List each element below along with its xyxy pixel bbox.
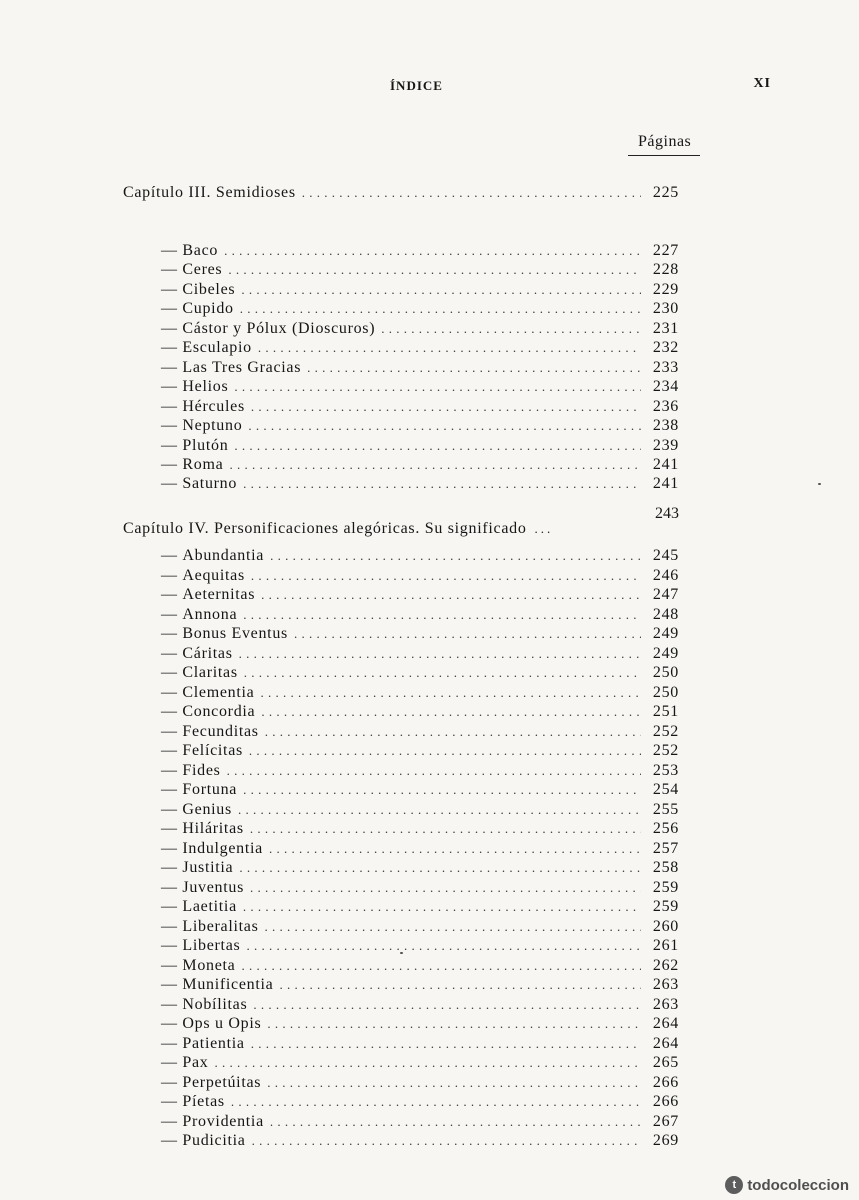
leader-dots	[269, 841, 641, 857]
toc-entry-label: — Pax	[161, 1054, 215, 1072]
toc-entry-label: — Plutón	[161, 437, 234, 455]
toc-entry-label: — Ops u Opis	[161, 1015, 267, 1033]
leader-dots	[261, 704, 641, 720]
leader-dots	[258, 340, 641, 356]
toc-entry-label: — Perpetúitas	[161, 1074, 267, 1092]
leader-dots	[240, 301, 641, 317]
toc-entry	[161, 1113, 679, 1131]
toc-entry	[161, 1015, 679, 1033]
leader-dots	[215, 1055, 641, 1071]
toc-entry-page: 261	[652, 937, 679, 954]
toc-entry-label: — Fecunditas	[161, 723, 265, 741]
toc-entry-label: — Cáritas	[161, 645, 239, 663]
toc-entry-page: 229	[652, 280, 679, 298]
toc-entry-page: 245	[652, 547, 679, 564]
leader-dots	[239, 646, 641, 662]
toc-entry	[161, 437, 679, 455]
toc-entry-label: — Claritas	[161, 664, 244, 682]
toc-entry-page: 260	[652, 917, 679, 935]
toc-entry	[161, 339, 679, 357]
toc-entry	[161, 625, 679, 643]
leader-dots	[249, 743, 641, 759]
leader-dots	[307, 360, 641, 376]
toc-entry-page: 265	[652, 1054, 679, 1071]
toc-entry-label: — Laetitia	[161, 898, 243, 916]
leader-dots	[302, 185, 641, 201]
heading-underline	[628, 155, 700, 156]
toc-entry-label: — Ceres	[161, 261, 228, 279]
toc-entry	[161, 840, 679, 858]
leader-dots	[261, 587, 641, 603]
toc-entry-page: 233	[652, 358, 679, 376]
toc-entry-label: — Juventus	[161, 879, 250, 897]
toc-entry-label: — Felícitas	[161, 742, 249, 760]
toc-entry-label: — Roma	[161, 456, 229, 474]
toc-entry-page: 250	[652, 683, 679, 701]
toc-entry-page: 269	[652, 1132, 679, 1149]
toc-entry-page: 241	[652, 455, 679, 473]
leader-dots	[243, 607, 641, 623]
toc-entry	[161, 320, 679, 338]
toc-entry-page: 230	[652, 300, 679, 318]
toc-entry-label: — Saturno	[161, 475, 243, 493]
scan-speck	[818, 483, 821, 485]
toc-entry-page: 246	[652, 566, 679, 584]
toc-entry	[161, 801, 679, 819]
toc-entry-page: 249	[652, 625, 679, 642]
toc-entry-page: 264	[652, 1034, 679, 1052]
leader-dots	[267, 1016, 641, 1032]
leader-dots	[250, 821, 641, 837]
toc-entry	[161, 417, 679, 435]
toc-entry-label: — Las Tres Gracias	[161, 359, 307, 377]
toc-entry-page: 263	[652, 976, 679, 993]
chapter-iv-page: 243	[655, 505, 679, 522]
show-through-text	[110, 400, 115, 420]
toc-entry-label: — Bonus Eventus	[161, 625, 294, 643]
toc-entry-label: — Indulgentia	[161, 840, 269, 858]
toc-entry-page: 234	[652, 378, 679, 396]
toc-entry	[161, 781, 679, 799]
toc-entry	[161, 1132, 679, 1150]
toc-entry	[161, 567, 679, 585]
toc-entry-page: 255	[652, 800, 679, 818]
toc-entry-label: — Cupido	[161, 300, 240, 318]
toc-entry-label: — Genius	[161, 801, 238, 819]
leader-dots	[229, 457, 641, 473]
toc-entry-label: — Abundantia	[161, 547, 270, 565]
toc-entry	[161, 996, 679, 1014]
running-title: ÍNDICE	[390, 78, 443, 93]
leader-dots	[241, 282, 641, 298]
toc-entry	[161, 359, 679, 377]
toc-entry	[161, 475, 679, 493]
chapter-iv-trail: ...	[534, 521, 554, 536]
toc-entry	[161, 547, 679, 565]
toc-entry	[161, 937, 679, 955]
toc-entry-label: — Libertas	[161, 937, 246, 955]
pages-column-heading: Páginas	[638, 133, 692, 150]
toc-entry-page: 250	[652, 664, 679, 681]
toc-entry-page: 266	[652, 1073, 679, 1091]
toc-entry	[161, 261, 679, 279]
toc-entry-label: — Moneta	[161, 957, 241, 975]
toc-entry-label: — Fides	[161, 762, 227, 780]
toc-entry-label: — Helios	[161, 378, 234, 396]
toc-entry	[161, 684, 679, 702]
leader-dots	[265, 919, 641, 935]
toc-entry	[161, 898, 679, 916]
chapter-iii-entry	[123, 184, 679, 202]
toc-entry	[161, 1054, 679, 1072]
leader-dots	[279, 977, 641, 993]
toc-entry-page: 252	[652, 742, 679, 759]
toc-entry	[161, 703, 679, 721]
toc-entry-page: 252	[652, 722, 679, 740]
toc-entry-label: — Patientia	[161, 1035, 251, 1053]
toc-entry-page: 251	[652, 703, 679, 720]
toc-entry-label: — Clementia	[161, 684, 260, 702]
leader-dots	[251, 568, 641, 584]
leader-dots	[267, 1075, 641, 1091]
toc-entry	[161, 586, 679, 604]
leader-dots	[224, 243, 641, 259]
chapter-iii-title: Capítulo III. Semidioses	[123, 184, 296, 201]
leader-dots	[246, 938, 641, 954]
toc-entry-page: 259	[652, 878, 679, 896]
leader-dots	[265, 724, 641, 740]
leader-dots	[234, 438, 641, 454]
toc-entry-page: 254	[652, 781, 679, 798]
toc-entry-page: 256	[652, 820, 679, 837]
toc-entry	[161, 742, 679, 760]
toc-entry-page: 249	[652, 644, 679, 662]
leader-dots	[243, 782, 641, 798]
toc-entry	[161, 879, 679, 897]
leader-dots	[243, 476, 641, 492]
scan-speck	[400, 952, 403, 954]
toc-entry	[161, 606, 679, 624]
leader-dots	[241, 958, 641, 974]
toc-entry-page: 262	[652, 956, 679, 974]
toc-entry	[161, 859, 679, 877]
chapter-iii-page: 225	[652, 184, 679, 201]
toc-entry-label: — Aequitas	[161, 567, 251, 585]
toc-entry	[161, 300, 679, 318]
watermark	[725, 1176, 849, 1194]
toc-entry-label: — Hércules	[161, 398, 251, 416]
toc-entry-page: 231	[652, 319, 679, 337]
toc-entry-label: — Cibeles	[161, 281, 241, 299]
leader-dots	[381, 321, 641, 337]
leader-dots	[239, 860, 641, 876]
toc-entry-page: 238	[652, 417, 679, 435]
toc-entry-label: — Justitia	[161, 859, 239, 877]
toc-entry-page: 258	[652, 859, 679, 876]
leader-dots	[270, 1114, 641, 1130]
toc-entry-page: 247	[652, 586, 679, 603]
toc-entry	[161, 378, 679, 396]
toc-entry	[161, 918, 679, 936]
leader-dots	[251, 399, 641, 415]
watermark-logo-icon: t	[725, 1176, 743, 1194]
toc-entry	[161, 957, 679, 975]
toc-entry	[161, 1093, 679, 1111]
toc-entry-label: — Neptuno	[161, 417, 248, 435]
toc-entry	[161, 762, 679, 780]
toc-entry-label: — Concordia	[161, 703, 261, 721]
toc-entry-label: — Cástor y Pólux (Dioscuros)	[161, 320, 381, 338]
toc-entry-label: — Munificentia	[161, 976, 279, 994]
leader-dots	[252, 1133, 641, 1149]
leader-dots	[270, 548, 641, 564]
toc-entry-label: — Píetas	[161, 1093, 231, 1111]
toc-entry	[161, 456, 679, 474]
toc-entry-label: — Esculapio	[161, 339, 258, 357]
toc-entry	[161, 1074, 679, 1092]
toc-entry-label: — Providentia	[161, 1113, 270, 1131]
toc-entry	[161, 976, 679, 994]
toc-entry-page: 267	[652, 1112, 679, 1130]
chapter-iv-title: Capítulo IV. Personificaciones alegóricas. Su significado	[123, 520, 527, 537]
toc-entry-label: — Hiláritas	[161, 820, 250, 838]
toc-entry-label: — Pudicitia	[161, 1132, 252, 1150]
toc-entry-page: 259	[652, 898, 679, 915]
toc-entry-page: 264	[652, 1015, 679, 1032]
leader-dots	[231, 1094, 641, 1110]
leader-dots	[227, 763, 641, 779]
leader-dots	[234, 379, 641, 395]
toc-entry-label: — Nobílitas	[161, 996, 253, 1014]
toc-entry-page: 263	[652, 995, 679, 1013]
watermark-text: todocoleccion	[747, 1176, 849, 1194]
toc-entry-page: 236	[652, 397, 679, 415]
chapter-iv-entry	[123, 520, 553, 538]
toc-entry-page: 239	[652, 436, 679, 454]
toc-entry	[161, 281, 679, 299]
toc-entry-page: 257	[652, 839, 679, 857]
page-number: XI	[753, 76, 771, 91]
leader-dots	[294, 626, 641, 642]
leader-dots	[253, 997, 641, 1013]
toc-entry	[161, 645, 679, 663]
leader-dots	[243, 899, 641, 915]
toc-entry	[161, 820, 679, 838]
toc-entry-page: 241	[652, 475, 679, 493]
toc-entry-label: — Liberalitas	[161, 918, 265, 936]
leader-dots	[244, 665, 641, 681]
toc-entry-page: 227	[652, 242, 679, 259]
toc-entry-page: 232	[652, 339, 679, 357]
toc-entry-page: 248	[652, 605, 679, 623]
leader-dots	[238, 802, 641, 818]
toc-entry-page: 228	[652, 261, 679, 279]
toc-entry-label: — Fortuna	[161, 781, 243, 799]
toc-entry	[161, 242, 679, 260]
toc-entry-label: — Baco	[161, 242, 224, 260]
toc-entry-label: — Aeternitas	[161, 586, 261, 604]
toc-entry	[161, 1035, 679, 1053]
toc-entry	[161, 723, 679, 741]
toc-entry-label: — Annona	[161, 606, 243, 624]
toc-entry-page: 253	[652, 761, 679, 779]
leader-dots	[251, 1036, 641, 1052]
toc-entry-page: 266	[652, 1093, 679, 1110]
leader-dots	[228, 262, 641, 278]
leader-dots	[250, 880, 641, 896]
leader-dots	[260, 685, 641, 701]
leader-dots	[248, 418, 641, 434]
toc-entry	[161, 664, 679, 682]
toc-entry	[161, 398, 679, 416]
